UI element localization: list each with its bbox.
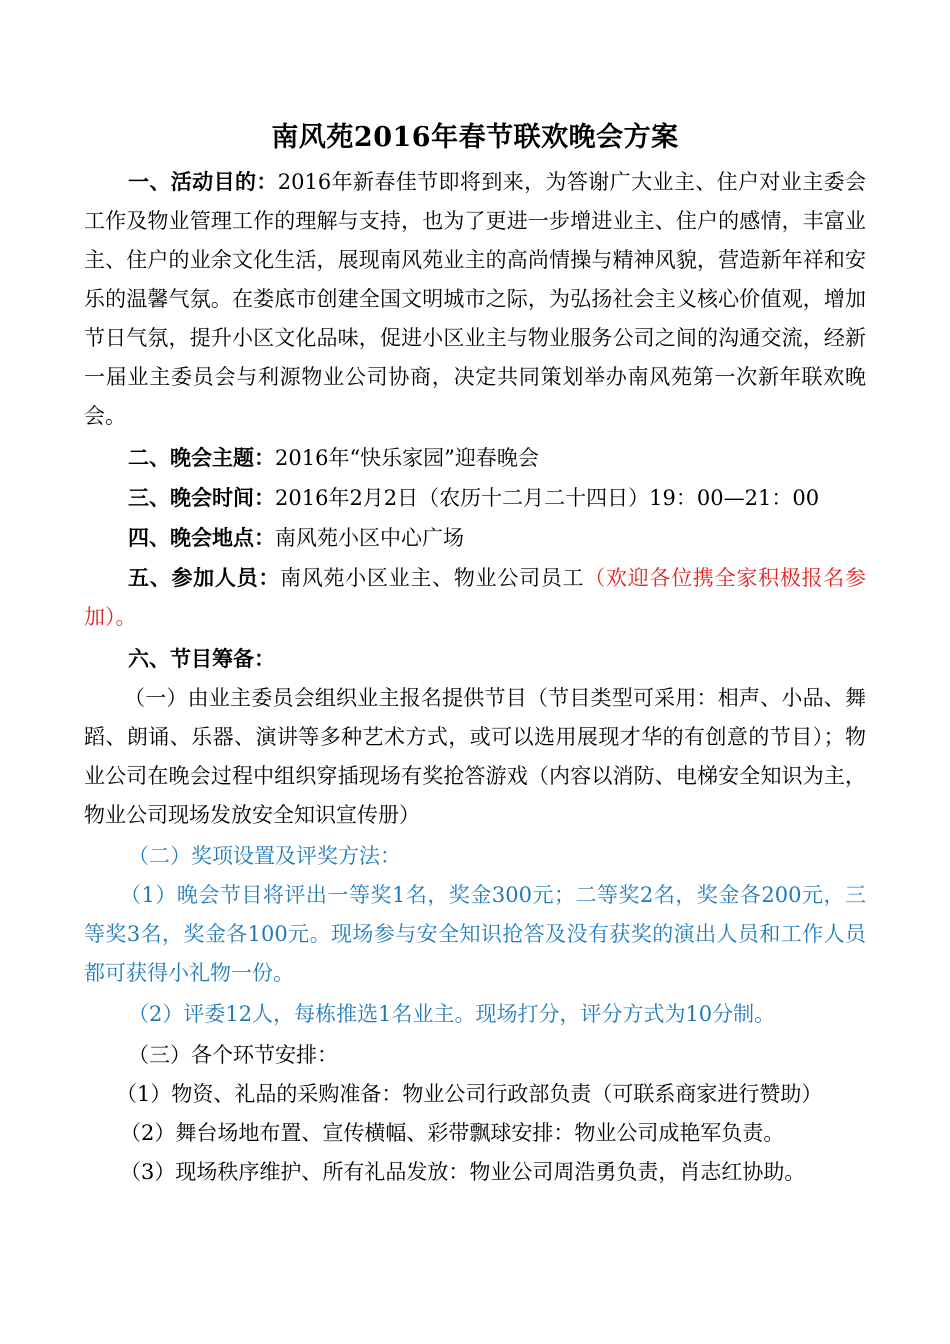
participants-text: 南风苑小区业主、物业公司员工 <box>280 566 585 590</box>
theme-label: 二、晚会主题： <box>128 445 275 470</box>
participants-label: 五、参加人员： <box>128 565 281 590</box>
arrange-item-3: （3）现场秩序维护、所有礼品发放：物业公司周浩勇负责，肖志红协助。 <box>120 1160 806 1184</box>
theme-text: 2016年“快乐家园”迎春晚会 <box>275 446 539 470</box>
participants-note: （欢迎各位携全家积极报名参加）。 <box>84 566 867 629</box>
arrange-item-1: （1）物资、礼品的采购准备：物业公司行政部负责（可联系商家进行赞助） <box>116 1082 823 1106</box>
arrange-heading: （三）各个环节安排： <box>128 1043 338 1067</box>
location-paragraph <box>84 518 866 558</box>
location-text: 南风苑小区中心广场 <box>275 526 464 550</box>
participants-paragraph <box>84 558 866 637</box>
award-item-1: （1）晚会节目将评出一等奖1名，奖金300元；二等奖2名，奖金各200元，三等奖3名，奖金各100元。现场参与安全知识抢答及没有获奖的演出人员和工作人员都可获得小礼物一份。 <box>84 883 866 985</box>
program-label: 六、节目筹备： <box>128 646 275 671</box>
purpose-paragraph <box>84 162 866 436</box>
program-paragraph-1: （一）由业主委员会组织业主报名提供节目（节目类型可采用：相声、小品、舞蹈、朗诵、乐器、演讲等多种艺术方式，或可以选用展现才华的有创意的节目）；物业公司在晚会过程中组织穿插现场有奖抢答游戏（内容以消防、电梯安全知识为主，物业公司现场发放安全知识宣传册） <box>84 686 866 827</box>
arrange-item-2: （2）舞台场地布置、宣传横幅、彩带飘球安排：物业公司成艳军负责。 <box>120 1121 785 1145</box>
document-page <box>84 118 866 1192</box>
purpose-label: 一、活动目的： <box>128 169 278 194</box>
page-title: 南风苑2016年春节联欢晚会方案 <box>271 122 679 153</box>
awards-heading: （二）奖项设置及评奖方法： <box>128 844 401 868</box>
time-text: 2016年2月2日（农历十二月二十四日）19：00—21：00 <box>275 486 820 510</box>
location-label: 四、晚会地点： <box>128 525 275 550</box>
program-heading <box>84 639 866 679</box>
theme-paragraph <box>84 438 866 478</box>
award-item-2: （2）评委12人，每栋推选1名业主。现场打分，评分方式为10分制。 <box>128 1002 776 1026</box>
time-label: 三、晚会时间： <box>128 485 275 510</box>
time-paragraph <box>84 478 866 518</box>
purpose-text: 2016年新春佳节即将到来，为答谢广大业主、住户对业主委会工作及物业管理工作的理解与支持，也为了更进一步增进业主、住户的感情，丰富业主、住户的业余文化生活，展现南风苑业主的高尚情操与精神风貌，营造新年祥和安乐的温馨气氛。在娄底市创建全国文明城市之际，为弘扬社会主义核心价值观，增加节日气氛，提升小区文化品味，促进小区业主与物业服务公司之间的沟通交流，经新一届业主委员会与利源物业公司协商，决定共同策划举办南风苑第一次新年联欢晚会。 <box>84 170 866 428</box>
